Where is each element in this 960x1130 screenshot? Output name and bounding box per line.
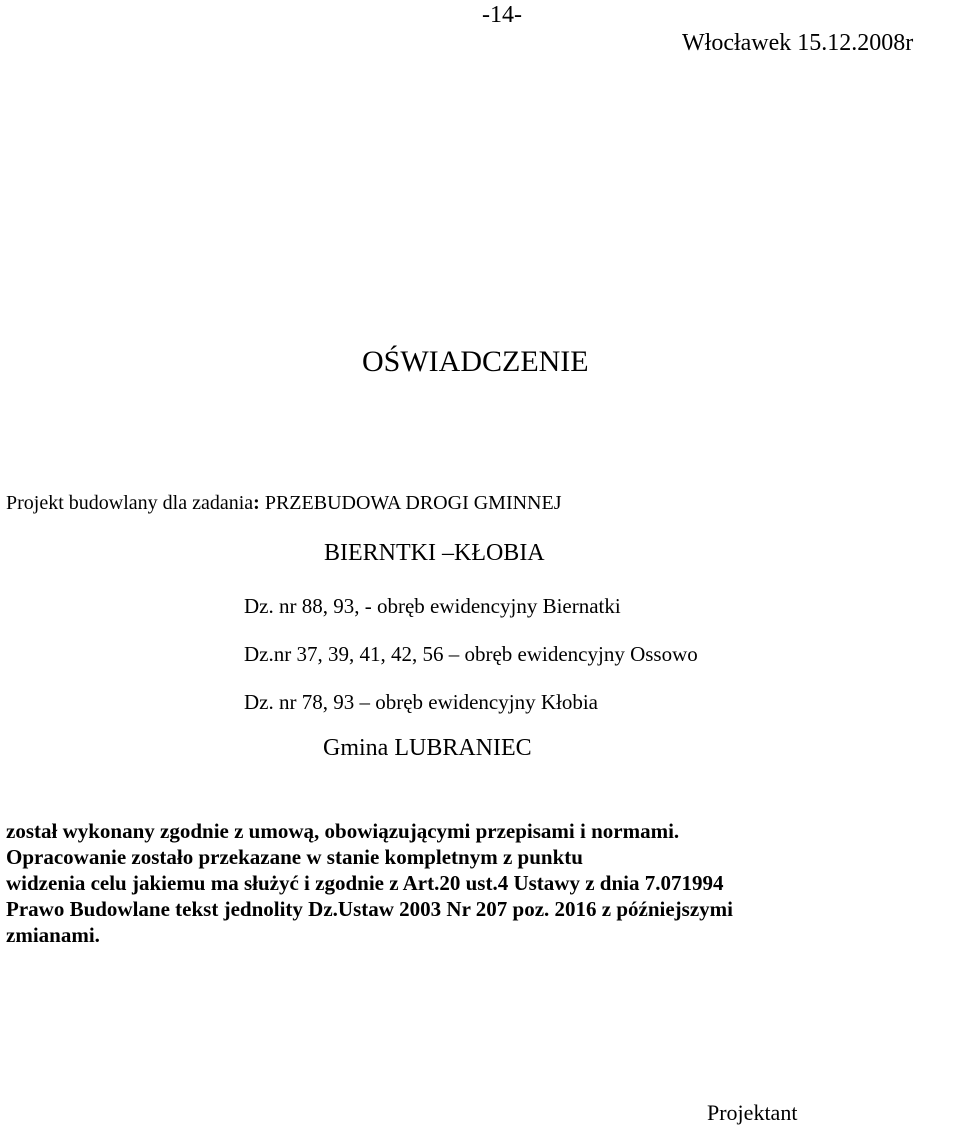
statement-line: zmianami. (6, 923, 100, 947)
signature-label: Projektant (707, 1100, 798, 1125)
road-name: BIERNTKI –KŁOBIA (324, 540, 545, 566)
statement-paragraph (6, 818, 960, 948)
statement-line: widzenia celu jakiemu ma służyć i zgodnie z Art.20 ust.4 Ustawy z dnia 7.071994 (6, 871, 724, 895)
parcel-line: Dz.nr 37, 39, 41, 42, 56 – obręb ewidencyjny Ossowo (244, 642, 698, 666)
parcel-line: Dz. nr 88, 93, - obręb ewidencyjny Biernatki (244, 594, 621, 618)
page-number: -14- (482, 2, 522, 28)
document-title: OŚWIADCZENIE (362, 345, 589, 378)
project-task: PRZEBUDOWA DROGI GMINNEJ (259, 492, 562, 514)
project-colon: : (253, 492, 260, 514)
statement-line: został wykonany zgodnie z umową, obowiązującymi przepisami i normami. (6, 819, 680, 843)
place-date: Włocławek 15.12.2008r (682, 30, 914, 56)
commune-name: Gmina LUBRANIEC (323, 735, 532, 761)
statement-line: Prawo Budowlane tekst jednolity Dz.Ustaw 2003 Nr 207 poz. 2016 z późniejszymi (6, 897, 733, 921)
project-label: Projekt budowlany dla zadania (6, 492, 254, 514)
parcel-line: Dz. nr 78, 93 – obręb ewidencyjny Kłobia (244, 690, 598, 714)
statement-line: Opracowanie zostało przekazane w stanie kompletnym z punktu (6, 845, 583, 869)
project-line (6, 489, 562, 517)
